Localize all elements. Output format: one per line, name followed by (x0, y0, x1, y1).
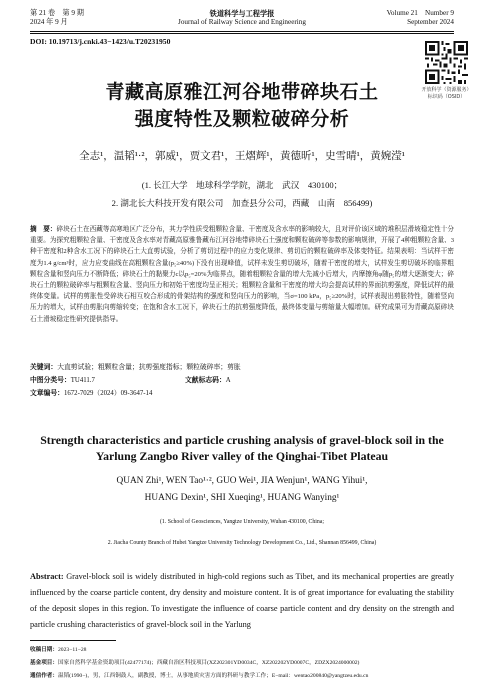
footnote-corresponding-text: 温韬(1990−)，男，江西铜鼓人，副教授，博士，从事地质灾害方面的科研与教学工作；E−mail：wentao200840@yangtzeu.edu.cn (57, 673, 369, 679)
article-id-value: 1672-7029（2024）09-3647-14 (63, 390, 153, 397)
authors-cn: 全志¹，温韬¹·²，郭威¹，贾文君¹，王熠辉¹，黄德昕¹，史雪晴¹，黄婉滢¹ (79, 151, 405, 162)
abstract-en-label: Abstract: (30, 572, 64, 581)
doi[interactable]: DOI: 10.19713/j.cnki.43−1423/u.T20231950 (30, 37, 171, 46)
header-date-en: September 2024 (407, 18, 454, 26)
header-rule-thin (30, 33, 454, 34)
footnote-fund-label: 基金项目： (30, 660, 58, 666)
keywords-cn-label: 关键词： (30, 363, 58, 371)
clc-number (30, 376, 95, 385)
footnote-corresponding (30, 672, 454, 680)
article-id-label: 文章编号： (30, 389, 64, 397)
document-code-label: 文献标志码： (185, 376, 226, 384)
header-rule-thick (30, 31, 454, 32)
footnote-corresponding-label: 通信作者： (30, 673, 58, 679)
document-code (185, 376, 231, 385)
article-id (30, 389, 152, 398)
affiliation-en-1: (1. School of Geosciences, Yangtze University, Wuhan 430100, China; (160, 519, 324, 525)
header-volume-number: Volume 21 Number 9 (386, 9, 454, 17)
header-volume-en (387, 9, 454, 27)
footnote-fund-text: 国家自然科学基金资助项目(42477174)；西藏自治区科技项目(XZ202301YD0034C，XZ202202YD0007C，ZDZX2024000002) (57, 660, 360, 666)
clc-label: 中图分类号： (30, 376, 71, 384)
affiliation-cn-1: (1. 长江大学 地球科学学院，湖北 武汉 430100； (141, 180, 343, 190)
abstract-cn (30, 224, 454, 325)
abstract-cn-text: 碎块石土在西藏等高寒地区广泛分布，其力学性质受粗颗粒含量、干密度及含水率的影响较大，且对评价该区域的堆积层滑坡稳定性十分重要。为探究粗颗粒含量、干密度及含水率对青藏高原雅鲁藏布江河谷地带碎块石土强度和颗粒破碎等参数的影响规律，开展了4种粗颗粒含量、3种干密度和2种含水工况下的碎块石土大直剪试验，分析了剪切过程中的应力变化规律、剪切后的颗粒破碎率及体变特征。结果表明：当试样干密度为1.4 g/cm³时，应力应变曲线在高粗颗粒含量(p₅≥40%)下没有出现峰值，试样未发生剪切破坏，随着干密度的增大，试样发生剪切破坏的临界粗颗粒含量和竖向压力不断降低；碎块石土的黏聚力c以p₅=20%为临界点，随着粗颗粒含量的增大先减小后增大，内摩擦角φ随p₅的增大逐渐变大；碎块石土的颗粒破碎率与粗颗粒含量、竖向压力和初始干密度均呈正相关；粗颗粒含量和干密度的增大均会提高试样的界面抗剪强度，降低试样的最终体变量。试样的剪胀性受碎块石相互咬合形成的骨架结构的强度和竖向压力的影响，当σ=100 kPa，p₅≥20%时，试样表现出剪胀特性，随着竖向压力的增大，试样由剪胀向剪缩转变；在饱和含水工况下，碎块石土的抗剪强度降低，最终体变量与剪缩量大幅增加。研究成果可为青藏高原碎块石土滑坡稳定性研究提供指导。 (30, 226, 455, 323)
affiliation-en-2: 2. Jiacha County Branch of Hubei Yangtze University Technology Development Co., Ltd., Shannan 856499, China) (107, 540, 377, 546)
authors-en-line2: HUANG Dexin¹, SHI Xueqing¹, HUANG Wanying¹ (144, 493, 340, 503)
header-volume-issue: 第 21 卷 第 9 期 (30, 9, 84, 17)
footnote-received-date: 2023−11−28 (57, 647, 87, 653)
affiliation-cn-2: 2. 湖北长大科技开发有限公司 加查县分公司，西藏 山南 856499) (111, 198, 373, 208)
title-cn-line1: 青藏高原雅江河谷地带碎块石土 (105, 81, 379, 103)
document-code-value: A (225, 377, 231, 384)
header-journal-cn: 铁道科学与工程学报 (209, 9, 275, 18)
title-en-line1: Strength characteristics and particle crushing analysis of gravel-block soil in the (40, 433, 444, 447)
abstract-en (30, 569, 454, 633)
authors-en-line1: QUAN Zhi¹, WEN Tao¹·², GUO Wei¹, JIA Wenjun¹, WANG Yihui¹, (116, 476, 368, 486)
footnote-received-label: 收稿日期： (30, 647, 58, 653)
clc-value: TU411.7 (70, 377, 95, 384)
title-cn-line2: 强度特性及颗粒破碎分析 (134, 108, 350, 130)
abstract-cn-label: 摘 要： (30, 225, 57, 233)
footnote-received (30, 646, 454, 654)
footnote-rule (30, 640, 116, 641)
header-date-cn: 2024 年 9 月 (30, 18, 68, 26)
qr-label: 开放科学（资源服务）标识码（OSID） (421, 87, 472, 100)
abstract-en-text: Gravel-block soil is widely distributed in high-cold regions such as Tibet, and its mechanical properties are greatly influenced by the coarse particle content, dry density and moisture content. It is of great importance for evaluating the stability of the deposit slopes in this region. To investigate the influence of coarse particle content and dry density on the strength and particle crushing characteristics of gravel-block soil in the Yarlung (30, 572, 455, 629)
keywords-cn-text: 大直剪试验；粗颗粒含量；抗剪强度指标；颗粒破碎率；剪胀 (57, 364, 241, 371)
title-en-line2: Yarlung Zangbo River valley of the Qinghai-Tibet Plateau (95, 449, 389, 463)
footnote-fund (30, 659, 454, 667)
keywords-cn (30, 363, 454, 372)
qr-code-icon (425, 41, 468, 84)
header-journal-en: Journal of Railway Science and Engineering (178, 18, 306, 26)
